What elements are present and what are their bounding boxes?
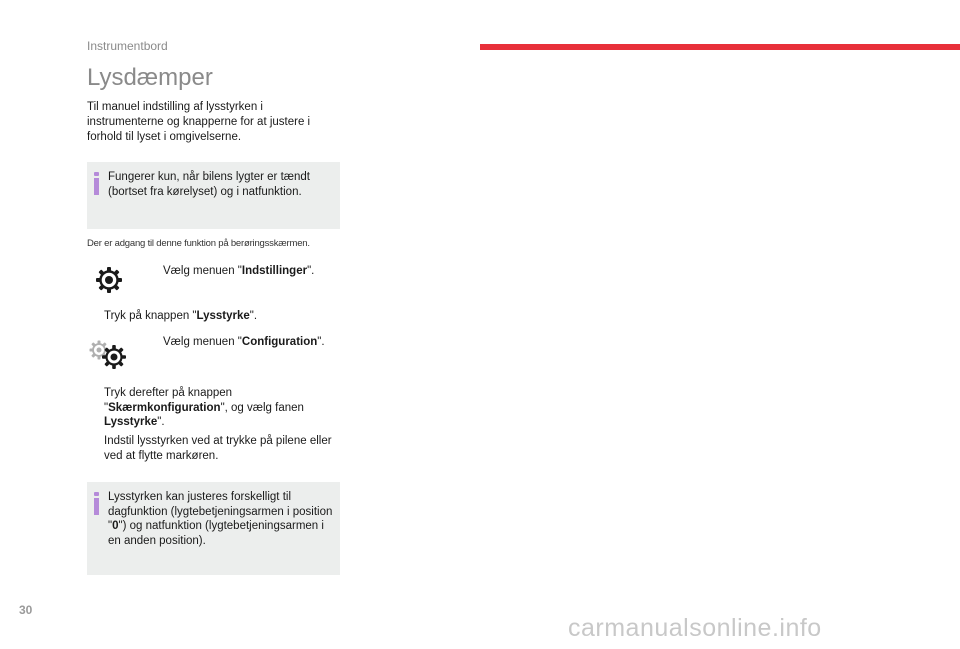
- step-1: [146, 264, 336, 279]
- section-label: Instrumentbord: [87, 39, 168, 53]
- info-icon-dot: [94, 492, 99, 496]
- note-2-bold: 0: [112, 520, 119, 532]
- step-4: [87, 386, 327, 430]
- step-3-post: ".: [317, 336, 325, 348]
- step-3: [146, 335, 336, 350]
- touch-note: Der er adgang til denne funktion på berøringsskærmen.: [87, 238, 310, 249]
- step-5: [87, 434, 332, 463]
- info-icon: [94, 492, 100, 515]
- intro-text: Til manuel indstilling af lysstyrken i instrumenterne og knapperne for at justere i forhold til lyset i omgivelserne.: [87, 101, 311, 143]
- step-3-pre: Vælg menuen ": [163, 336, 242, 348]
- info-icon-stem: [94, 178, 99, 195]
- step-1-pre: Vælg menuen ": [163, 265, 242, 277]
- gear-icon: [94, 265, 124, 300]
- step-5-text: Indstil lysstyrken ved at trykke på pilene eller ved at flytte markøren.: [104, 435, 332, 462]
- step-4-mid: ", og vælg fanen: [220, 401, 304, 414]
- step-4-pre: Tryk derefter på knappen ": [104, 387, 233, 414]
- step-2-post: ".: [249, 310, 258, 322]
- step-4-bold2: Lysstyrke: [104, 416, 158, 428]
- step-1-text: [146, 264, 336, 279]
- step-2-pre: Tryk på knappen ": [104, 310, 197, 322]
- info-icon: [94, 172, 100, 195]
- step-1-bold: Indstillinger: [241, 265, 308, 277]
- step-4-post: ".: [157, 416, 165, 428]
- note-2-pre: Lysstyrken kan justeres forskelligt til dagfunktion (lygtebetjeningsarmen i position ": [108, 491, 333, 532]
- step-2-text: [87, 309, 337, 324]
- step-2-bold: Lysstyrke: [196, 310, 250, 322]
- note-2-text: [108, 490, 333, 548]
- note-2-post: ") og natfunktion (lygtebetjeningsarmen i en anden position).: [108, 520, 324, 547]
- page-number: 30: [19, 603, 33, 617]
- step-1-post: ".: [307, 265, 315, 277]
- watermark: carmanualsonline.info: [568, 614, 822, 642]
- page-title: Lysdæmper: [87, 64, 213, 91]
- info-icon-dot: [94, 172, 99, 176]
- double-gear-icon: [87, 338, 129, 377]
- step-2: [87, 309, 337, 324]
- info-icon-stem: [94, 498, 99, 515]
- accent-bar: [480, 44, 960, 50]
- step-4-text: [87, 386, 327, 430]
- note-box-2: [87, 482, 340, 575]
- note-box-1: [87, 162, 340, 229]
- step-3-text: [146, 335, 336, 350]
- step-4-bold: Skærmkonfiguration: [108, 401, 221, 414]
- note-1-text: Fungerer kun, når bilens lygter er tændt (bortset fra kørelyset) og i natfunktion.: [108, 171, 310, 198]
- step-3-bold: Configuration: [241, 336, 318, 348]
